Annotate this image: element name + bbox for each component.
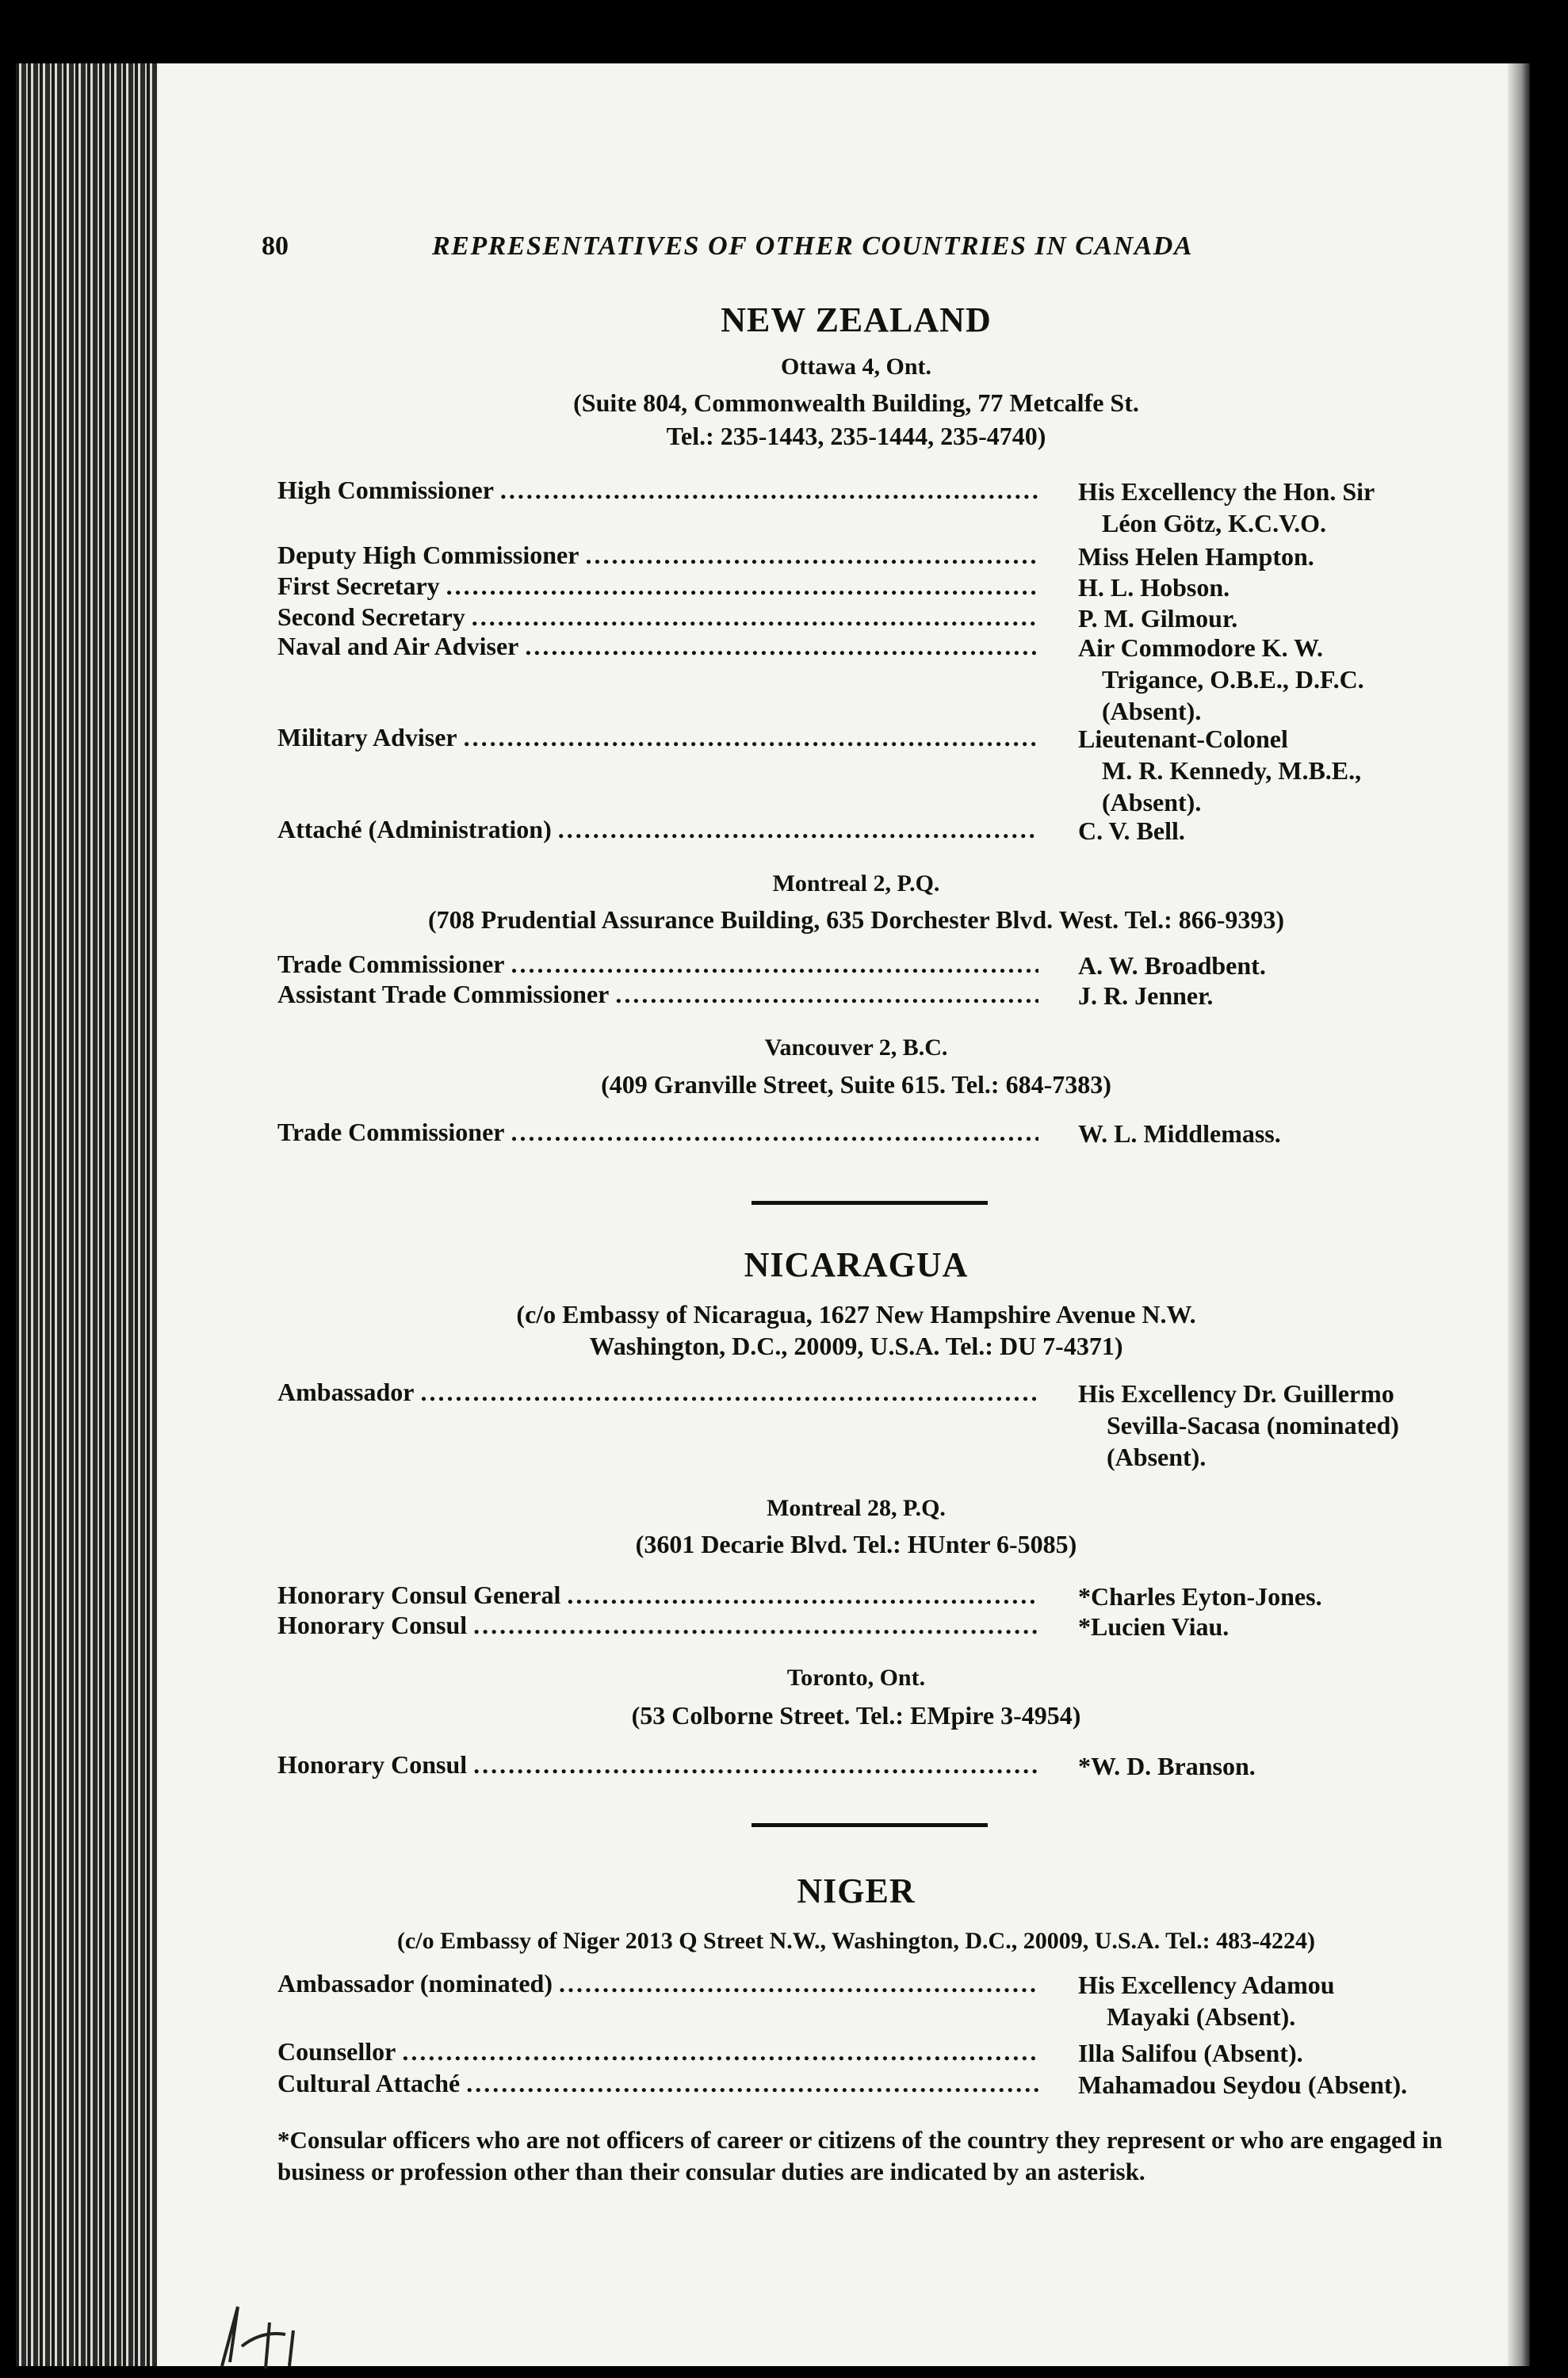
leader-dots (473, 1611, 1038, 1640)
leader-dots (559, 1969, 1038, 1998)
leader-dots (558, 815, 1038, 844)
running-title: REPRESENTATIVES OF OTHER COUNTRIES IN CANADA (432, 231, 1194, 261)
entry-title: Second Secretary ..... (277, 602, 1038, 632)
address-line: (Suite 804, Commonwealth Building, 77 Metcalfe St. (573, 388, 1139, 417)
entry-title: Assistant Trade Commissioner ..... (277, 980, 1038, 1009)
footnote: *Consular officers who are not officers of career or citizens of the country they represent or who are engaged in business or profession other than their consular duties are indicated by an asterisk. (277, 2126, 1443, 2185)
city-heading: Vancouver 2, B.C. (764, 1034, 948, 1061)
entry-title: Military Adviser ..... (277, 723, 1038, 752)
leader-dots (500, 476, 1038, 505)
handwritten-mark-icon (214, 2299, 349, 2370)
leader-dots (511, 1118, 1038, 1147)
leader-dots (585, 541, 1038, 570)
section-divider (751, 1823, 988, 1827)
entry-name: His Excellency the Hon. Sir Léon Götz, K.C.V.O. (1078, 477, 1375, 537)
address-line: (3601 Decarie Blvd. Tel.: HUnter 6-5085) (635, 1530, 1077, 1558)
address-line: Washington, D.C., 20009, U.S.A. Tel.: DU 7-4371) (589, 1332, 1123, 1360)
leader-dots (446, 572, 1038, 601)
country-heading-new-zealand: NEW ZEALAND (721, 300, 992, 339)
address-line: (409 Granville Street, Suite 615. Tel.: 684-7383) (601, 1070, 1111, 1099)
entry-name: *W. D. Branson. (1078, 1752, 1256, 1780)
entry-title: Trade Commissioner ..... (277, 950, 1038, 979)
leader-dots (472, 602, 1038, 632)
city-heading: Toronto, Ont. (786, 1665, 926, 1691)
entry-name: C. V. Bell. (1078, 816, 1185, 845)
entry-name: J. R. Jenner. (1078, 981, 1214, 1010)
section-divider (751, 1201, 988, 1205)
entry-name: *Lucien Viau. (1078, 1612, 1230, 1641)
country-heading-niger: NIGER (797, 1871, 916, 1910)
page-header (262, 231, 1387, 271)
entry-name: W. L. Middlemass. (1078, 1119, 1281, 1148)
entry-name: H. L. Hobson. (1078, 573, 1230, 602)
leader-dots (402, 2037, 1038, 2066)
entry-name: P. M. Gilmour. (1078, 604, 1238, 633)
entry-name: A. W. Broadbent. (1078, 951, 1266, 980)
leader-dots (567, 1581, 1038, 1610)
address-line: (708 Prudential Assurance Building, 635 Dorchester Blvd. West. Tel.: 866-9393) (427, 905, 1285, 934)
entry-title: Deputy High Commissioner ..... (277, 541, 1038, 570)
entry-title: First Secretary ..... (277, 572, 1038, 601)
leader-dots (420, 1378, 1038, 1407)
page-edge (1508, 63, 1530, 2366)
address-line: Tel.: 235-1443, 235-1444, 235-4740) (666, 422, 1046, 450)
entry-title: Honorary Consul General ..... (277, 1581, 1038, 1610)
leader-dots (473, 1750, 1038, 1780)
entry-title: Ambassador (nominated) ..... (277, 1969, 1038, 1998)
entry-title: Cultural Attaché ..... (277, 2069, 1038, 2098)
entry-name: Mahamadou Seydou (Absent). (1078, 2070, 1408, 2099)
entry-title: Attaché (Administration) ..... (277, 815, 1038, 844)
entry-name: Lieutenant-Colonel M. R. Kennedy, M.B.E., (Absent). (1078, 724, 1362, 816)
entry-name: Air Commodore K. W. Trigance, O.B.E., D.F.C. (Absent). (1078, 633, 1364, 725)
book-binding (16, 63, 157, 2366)
leader-dots (464, 723, 1038, 752)
leader-dots (511, 950, 1038, 979)
address-line: (c/o Embassy of Niger 2013 Q Street N.W., Washington, D.C., 20009, U.S.A. Tel.: 483-4224) (396, 1928, 1316, 1954)
entry-title: Ambassador ..... (277, 1378, 1038, 1407)
address-line: (c/o Embassy of Nicaragua, 1627 New Hampshire Avenue N.W. (516, 1300, 1196, 1329)
address-line: (53 Colborne Street. Tel.: EMpire 3-4954) (631, 1701, 1081, 1730)
entry-name: His Excellency Adamou Mayaki (Absent). (1078, 1971, 1335, 2031)
entry-title: Trade Commissioner ..... (277, 1118, 1038, 1147)
entry-title: Counsellor ..... (277, 2037, 1038, 2066)
entry-title: High Commissioner ..... (277, 476, 1038, 505)
entry-title: Naval and Air Adviser ..... (277, 632, 1038, 661)
leader-dots (525, 632, 1038, 661)
entry-name: Illa Salifou (Absent). (1078, 2039, 1303, 2067)
entry-name: Miss Helen Hampton. (1078, 542, 1314, 571)
page-number: 80 (262, 231, 289, 261)
country-heading-nicaragua: NICARAGUA (744, 1245, 969, 1284)
leader-dots (466, 2069, 1038, 2098)
city-heading: Montreal 28, P.Q. (767, 1495, 946, 1521)
city-heading: Montreal 2, P.Q. (772, 870, 940, 897)
leader-dots (615, 980, 1038, 1009)
entry-name: *Charles Eyton-Jones. (1078, 1582, 1322, 1611)
entry-title: Honorary Consul ..... (277, 1611, 1038, 1640)
entry-title: Honorary Consul ..... (277, 1750, 1038, 1780)
entry-name: His Excellency Dr. Guillermo Sevilla-Sacasa (nominated) (Absent). (1078, 1379, 1399, 1471)
city-heading: Ottawa 4, Ont. (781, 354, 931, 380)
